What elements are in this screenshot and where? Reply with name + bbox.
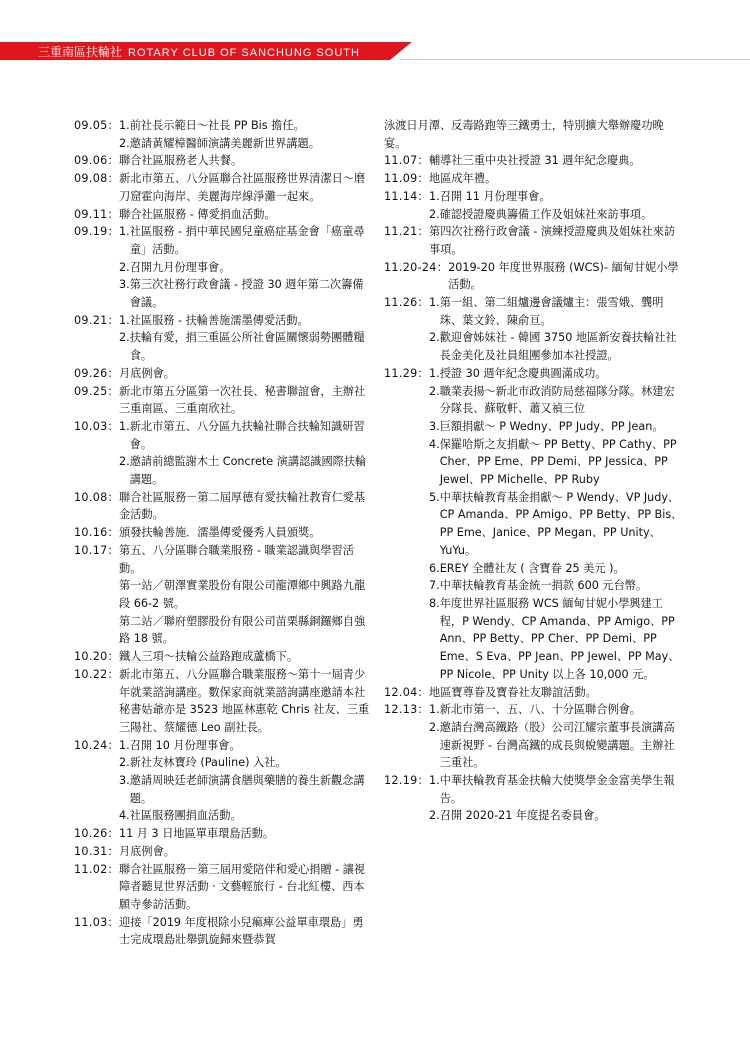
entry-item <box>429 807 684 825</box>
entry-item <box>429 294 684 329</box>
entry-text: 迎接「2019 年度根除小兒痲痺公益單車環島」勇士完成環島壯舉凱旋歸來暨恭賀 <box>119 915 364 947</box>
item-text: 召開 11 月份理事會。 <box>439 189 551 203</box>
entry-date: 10.24： <box>74 738 120 752</box>
log-entry <box>74 914 374 949</box>
entry-date: 09.25： <box>74 384 120 398</box>
entry-content <box>119 737 374 826</box>
log-entry <box>74 737 374 826</box>
entry-content <box>119 489 374 524</box>
entry-date: 10.17： <box>74 543 120 557</box>
item-number: 4. <box>119 809 130 823</box>
log-entry <box>74 542 374 648</box>
entry-date: 10.08： <box>74 490 120 504</box>
entry-content <box>429 701 684 772</box>
log-entry <box>384 684 684 702</box>
entry-text: 聯合社區服務老人共餐。 <box>119 154 243 168</box>
entry-text: 11 月 3 日地區單車環島活動。 <box>119 827 275 841</box>
entry-item <box>119 754 374 772</box>
entry-item <box>119 276 374 311</box>
entry-content <box>119 542 374 648</box>
item-text: 社區服務團捐血活動。 <box>129 809 242 823</box>
item-number: 2. <box>119 455 130 469</box>
entry-item <box>119 418 374 453</box>
entry-text: 輔導社三重中央社授證 31 週年紀念慶典。 <box>429 154 641 168</box>
log-entry <box>384 772 684 825</box>
item-text: 職業表揚～新北市政消防局慈福隊分隊。林建宏分隊長、蘇敬軒、蕭又禎三位 <box>439 384 675 416</box>
header-title-en: ROTARY CLUB OF SANCHUNG SOUTH <box>128 47 360 59</box>
entry-item <box>119 223 374 258</box>
log-entry <box>74 861 374 914</box>
entry-date: 09.08： <box>74 172 120 186</box>
item-text: 前社長示範日～社長 PP Bis 擔任。 <box>129 119 305 132</box>
entry-content <box>119 861 374 914</box>
item-number: 1. <box>119 313 130 327</box>
log-entry <box>384 294 684 365</box>
entry-text: 聯合社區服務 - 傳愛捐血活動。 <box>119 207 276 221</box>
item-text: EREY 全體社友 ( 含寶眷 25 美元 )。 <box>439 561 625 575</box>
entry-content <box>119 152 374 170</box>
entry-date: 09.06： <box>74 154 120 168</box>
entry-text: 第四次社務行政會議 - 演練授證慶典及姐妹社來訪事項。 <box>429 225 676 256</box>
header-title-zh: 三重南區扶輪社 <box>38 45 123 59</box>
entry-extra-text: 第一站／朝澤實業股份有限公司龍潭鄉中興路九龍段 66-2 號。 <box>119 579 366 610</box>
entry-date: 10.22： <box>74 667 120 681</box>
item-number: 2. <box>119 756 130 770</box>
item-number: 1. <box>429 703 440 717</box>
entry-content <box>429 170 684 188</box>
entry-item <box>429 329 684 364</box>
log-entry <box>74 117 374 152</box>
entry-item <box>429 577 684 595</box>
log-entry <box>74 666 374 737</box>
item-text: 邀請黃耀樟醫師演講美麗新世界講題。 <box>129 136 320 150</box>
item-text: 保羅哈斯之友捐獻～ PP Betty、PP Cathy、PP Cher、PP Eme、PP Demi、PP Jessica、PP Jewel、PP Michelle、PP Ruby <box>439 437 677 487</box>
item-number: 1. <box>119 738 130 752</box>
log-entry <box>74 489 374 524</box>
log-entry <box>74 312 374 365</box>
entry-text: 地區成年禮。 <box>429 172 497 186</box>
entry-content <box>429 294 684 365</box>
entry-date: 11.14： <box>384 189 430 203</box>
item-text: 授證 30 週年紀念慶典圓滿成功。 <box>439 366 607 380</box>
entry-content <box>119 914 374 949</box>
entry-text: 地區寶尊眷及寶眷社友聯誼活動。 <box>429 685 597 699</box>
entry-item <box>119 737 374 755</box>
entry-content <box>119 524 374 542</box>
entry-date: 09.19： <box>74 225 120 239</box>
entry-date: 11.09： <box>384 172 430 186</box>
header-rule <box>400 59 750 60</box>
right-column <box>384 117 684 825</box>
entry-text: 頒發扶輪善施．濡墨傳愛優秀人員頒獎。 <box>119 526 321 540</box>
entry-content <box>119 223 374 312</box>
log-entry <box>384 188 684 223</box>
entry-content <box>429 152 684 170</box>
entry-text: 2019-20 年度世界服務 (WCS)- 緬甸甘妮小學活動。 <box>448 260 679 292</box>
item-text: 中華扶輪教育基金統一捐款 600 元台幣。 <box>439 579 648 593</box>
item-text: 邀請前總監謝木土 Concrete 演講認識國際扶輪講題。 <box>129 455 367 487</box>
entry-extra-text: 第二站／聯府塑膠股份有限公司苗栗縣銅鑼鄉自強路 18 號。 <box>119 614 366 646</box>
log-entry <box>384 170 684 188</box>
entry-text: 新北市第五、八分區聯合社區服務世界清潔日～磨刀窟霍向海岸、美麗海岸線淨灘一起來。 <box>119 172 366 203</box>
item-text: 中華扶輪教育基金扶輪大使獎學金金富美學生報告。 <box>439 774 675 805</box>
item-text: 社區服務 - 扶輪善施濡墨傳愛活動。 <box>129 313 309 327</box>
entry-text: 第五、八分區聯合職業服務 - 職業認識與學習活動。 <box>119 543 354 575</box>
item-number: 3. <box>119 278 130 292</box>
item-text: 新北市第一、五、八、十分區聯合例會。 <box>439 703 642 717</box>
item-number: 1. <box>429 189 440 203</box>
entry-date: 10.31： <box>74 844 120 858</box>
entry-text: 聯合社區服務－第三屆用愛陪伴和愛心捐贈 - 讓視障者聽見世界活動 ‧ 文藝輕旅行 - 台北紅樓、西本願寺參訪活動。 <box>119 862 366 911</box>
entry-date: 11.29： <box>384 366 430 380</box>
item-number: 2. <box>119 260 130 274</box>
item-text: 巨額捐獻～ P Wedny、PP Judy、PP Jean。 <box>439 419 664 433</box>
entry-content <box>119 312 374 365</box>
entry-content <box>429 365 684 684</box>
entry-date: 12.19： <box>384 774 430 788</box>
entry-date: 11.20-24： <box>384 260 449 274</box>
log-entry <box>74 648 374 666</box>
entry-content <box>119 206 374 224</box>
item-text: 召開 2020-21 年度提名委員會。 <box>439 809 606 823</box>
item-number: 5. <box>429 490 440 504</box>
log-entry <box>384 701 684 772</box>
entry-date: 09.11： <box>74 207 120 221</box>
item-number: 4. <box>429 437 440 451</box>
item-text: 中華扶輪教育基金捐獻～ P Wendy、VP Judy、CP Amanda、PP Amigo、PP Betty、PP Bis、PP Eme、Janice、PP Megan、PP Unity、YuYu。 <box>439 490 683 557</box>
item-number: 2. <box>429 384 440 398</box>
page-header <box>0 40 750 62</box>
item-number: 2. <box>429 331 440 345</box>
entry-text: 月底例會。 <box>119 366 175 380</box>
entry-item <box>429 206 684 224</box>
item-text: 召開 10 月份理事會。 <box>129 738 241 752</box>
item-number: 6. <box>429 561 440 575</box>
item-text: 第一組、第二組爐邊會議爐主：張雪娥、龔明珠、葉文鈴、陳俞亘。 <box>439 296 664 327</box>
entry-content <box>119 843 374 861</box>
item-number: 3. <box>119 774 130 788</box>
entry-item <box>429 188 684 206</box>
entry-content <box>119 825 374 843</box>
item-text: 邀請台灣高鐵路（股）公司江耀宗董事長演講高速新視野 - 台灣高鐵的成長與蛻變講題。主辦社三重社。 <box>439 720 675 770</box>
log-entry <box>384 365 684 684</box>
entry-item <box>119 259 374 277</box>
entry-content <box>119 648 374 666</box>
entry-date: 10.16： <box>74 526 120 540</box>
entry-text: 鐵人三項～扶輪公益路跑成蘆橋下。 <box>119 650 299 664</box>
entry-text: 月底例會。 <box>119 844 175 858</box>
item-number: 7. <box>429 579 440 593</box>
left-column <box>74 117 374 949</box>
entry-date: 10.03： <box>74 419 120 433</box>
item-text: 社區服務 - 捐中華民國兒童癌症基金會「癌童尋童」活動。 <box>129 225 365 256</box>
entry-item <box>119 329 374 364</box>
item-text: 邀請周映廷老師演講食膳與藥膳的養生新觀念講題。 <box>129 774 365 805</box>
log-entry <box>384 223 684 258</box>
entry-text: 新北市第五、八分區聯合職業服務～第十一屆青少年就業諮詢講座。數保家商就業諮詢講座邀請本社秘書姑爺亦是 3523 地區林惠乾 Chris 社友、三重三陽社、蔡耀德 Leo 副社長。 <box>119 667 370 734</box>
item-text: 召開九月份理事會。 <box>129 260 231 274</box>
item-number: 2. <box>429 207 440 221</box>
entry-date: 11.26： <box>384 296 430 310</box>
log-entry <box>74 418 374 489</box>
entry-item <box>429 772 684 807</box>
item-number: 1. <box>119 225 130 239</box>
entry-item <box>429 436 684 489</box>
item-text: 第三次社務行政會議 - 授證 30 週年第二次籌備會議。 <box>129 278 364 310</box>
item-text: 新北市第五、八分區九扶輪社聯合扶輪知識研習會。 <box>129 419 365 451</box>
entry-date: 10.26： <box>74 827 120 841</box>
log-entry <box>74 825 374 843</box>
item-number: 2. <box>429 720 440 734</box>
entry-content <box>429 684 684 702</box>
item-number: 1. <box>429 366 440 380</box>
log-entry <box>74 383 374 418</box>
entry-date: 09.05： <box>74 119 120 132</box>
item-number: 1. <box>119 119 130 132</box>
entry-content <box>119 117 374 152</box>
item-number: 2. <box>119 136 130 150</box>
item-text: 確認授證慶典籌備工作及姐妹社來訪事項。 <box>439 207 653 221</box>
entry-date: 09.21： <box>74 313 120 327</box>
log-entry <box>74 206 374 224</box>
log-entry <box>74 524 374 542</box>
entry-item <box>429 719 684 772</box>
entry-item <box>429 365 684 383</box>
entry-date: 10.20： <box>74 650 120 664</box>
entry-item <box>119 807 374 825</box>
item-text: 歡迎會姊妹社 - 韓國 3750 地區新安養扶輪社社長金美化及社員組團參加本社授證。 <box>439 331 677 363</box>
item-number: 8. <box>429 596 440 610</box>
entry-content <box>429 772 684 825</box>
entry-text: 新北市第五分區第一次社長、秘書聯誼會，主辦社三重南區、三重南欣社。 <box>119 384 366 416</box>
entry-item <box>119 117 374 135</box>
entry-item <box>429 595 684 684</box>
header-red-slant <box>390 42 412 60</box>
entry-item <box>429 560 684 578</box>
item-number: 1. <box>429 296 440 310</box>
item-text: 年度世界社區服務 WCS 緬甸甘妮小學興建工程，P Wendy、CP Amanda、PP Amigo、PP Ann、PP Betty、PP Cher、PP Demi、PP Eme、S Eva、PP Jean、PP Jewel、PP May、PP Nicole、PP Unity 以上各 10,000 元。 <box>439 596 680 681</box>
item-number: 2. <box>429 809 440 823</box>
entry-date: 12.04： <box>384 685 430 699</box>
entry-content <box>429 223 684 258</box>
entry-date: 11.07： <box>384 154 430 168</box>
item-text: 新社友林寶玲 (Pauline) 入社。 <box>129 756 287 770</box>
entry-date: 12.13： <box>384 703 430 717</box>
entry-date: 09.26： <box>74 366 120 380</box>
entry-item <box>119 453 374 488</box>
entry-date: 11.03： <box>74 915 120 929</box>
log-entry <box>384 259 684 294</box>
entry-item <box>429 418 684 436</box>
entry-content <box>448 259 684 294</box>
item-number: 2. <box>119 331 130 345</box>
entry-content <box>119 666 374 737</box>
entry-text: 泳渡日月潭、反毒路跑等三鐵勇士，特別擴大舉辦慶功晚宴。 <box>384 119 664 150</box>
log-entry <box>74 152 374 170</box>
entry-content <box>429 188 684 223</box>
log-entry <box>74 170 374 205</box>
entry-text: 聯合社區服務－第二屆厚德有愛扶輪社教育仁愛基金活動。 <box>119 490 366 522</box>
log-entry <box>384 152 684 170</box>
item-number: 3. <box>429 419 440 433</box>
log-entry <box>74 365 374 383</box>
entry-item <box>429 383 684 418</box>
entry-item <box>119 312 374 330</box>
entry-date: 11.21： <box>384 225 430 239</box>
entry-item <box>429 489 684 560</box>
header-title <box>38 44 360 60</box>
log-entry <box>384 117 684 152</box>
entry-date: 11.02： <box>74 862 120 876</box>
entry-content <box>384 117 684 152</box>
item-number: 1. <box>429 774 440 788</box>
entry-content <box>119 170 374 205</box>
entry-content <box>119 418 374 489</box>
item-text: 扶輪有愛，捐三重區公所社會區關懷弱勢團體糧食。 <box>129 331 365 363</box>
log-entry <box>74 843 374 861</box>
entry-item <box>429 701 684 719</box>
entry-item <box>119 135 374 153</box>
entry-item <box>119 772 374 807</box>
item-number: 1. <box>119 419 130 433</box>
entry-content <box>119 383 374 418</box>
entry-content <box>119 365 374 383</box>
log-entry <box>74 223 374 312</box>
